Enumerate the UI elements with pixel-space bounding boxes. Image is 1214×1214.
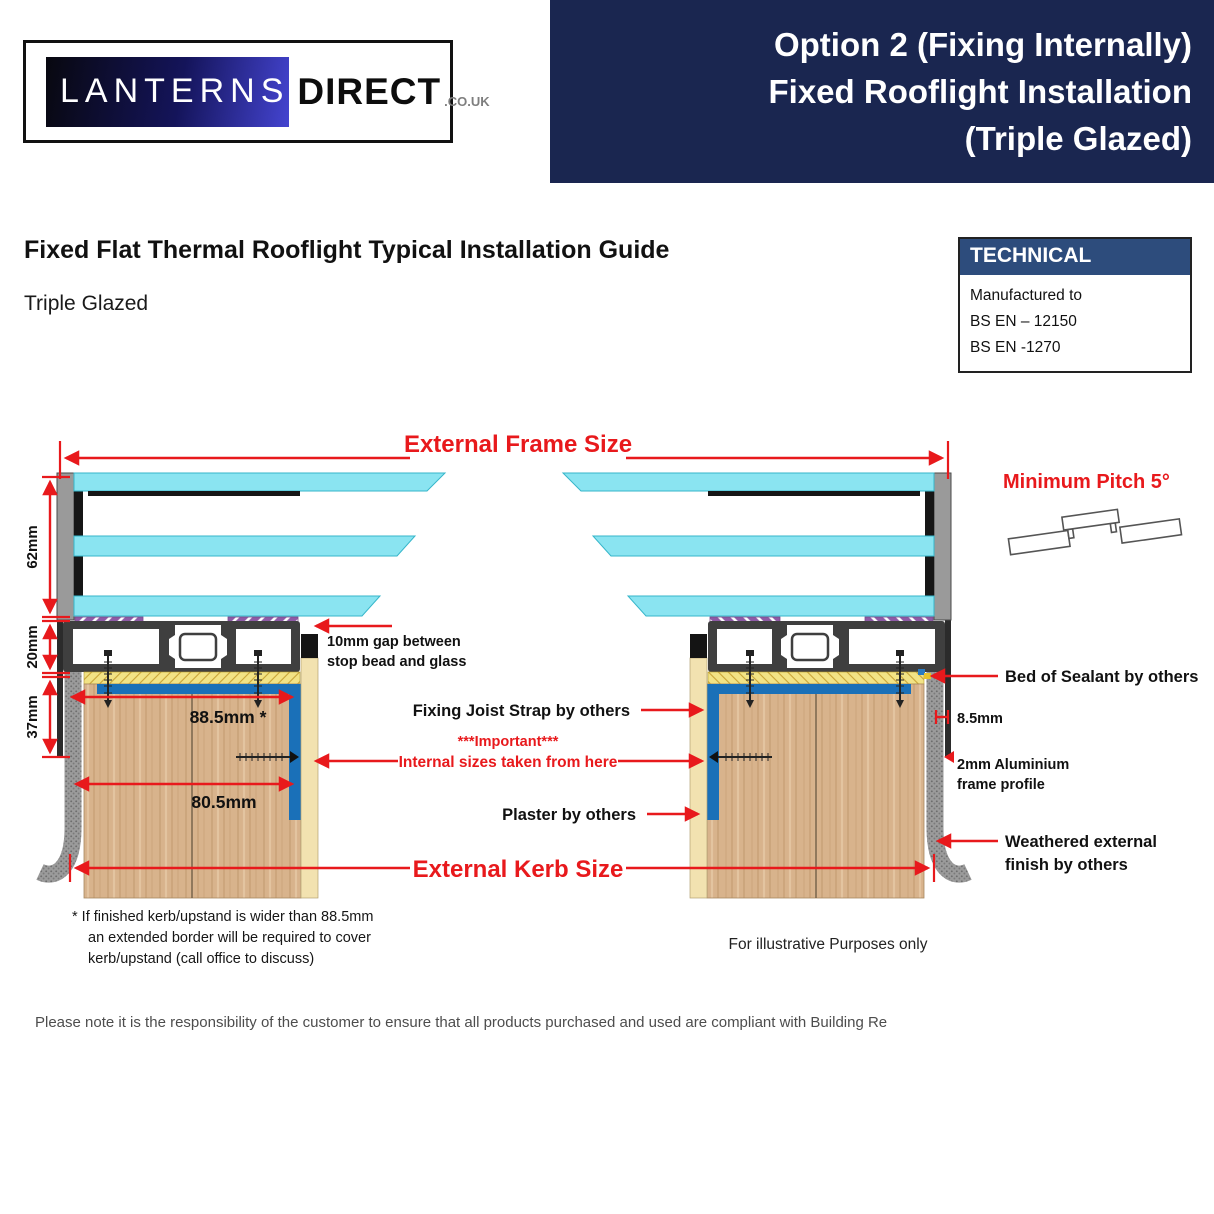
- logo-brand-tld: .CO.UK: [444, 94, 490, 109]
- external-frame-size-dimension: [60, 431, 948, 479]
- dim-37mm-label: 37mm: [24, 695, 41, 739]
- external-kerb-size-label: External Kerb Size: [412, 856, 624, 883]
- fixing-joist-strap-callout: [413, 702, 702, 720]
- weathered-finish-callout: [938, 833, 1157, 874]
- page-subtitle: Triple Glazed: [24, 292, 149, 315]
- logo-brand-secondary: DIRECT: [297, 70, 442, 112]
- gap-note-line-1: 10mm gap between: [327, 634, 461, 650]
- aluminium-profile-line-1: 2mm Aluminium: [957, 757, 1070, 773]
- dim-8-5mm-label: 8.5mm: [957, 711, 1003, 727]
- dimension-37mm: [24, 677, 70, 757]
- technical-box-header: TECHNICAL: [960, 239, 1190, 275]
- banner-line-3: (Triple Glazed): [964, 119, 1192, 157]
- internal-sizes-callout: [316, 734, 702, 771]
- dim-20mm-label: 20mm: [24, 625, 41, 669]
- footnote-line-2: an extended border will be required to cover: [88, 930, 371, 946]
- aluminium-profile-callout: [944, 751, 1069, 793]
- external-frame-size-label: External Frame Size: [403, 431, 633, 458]
- technical-line-3: BS EN -1270: [970, 339, 1061, 357]
- dim-62mm-label: 62mm: [24, 525, 41, 569]
- important-label: ***Important***: [457, 734, 559, 750]
- minimum-pitch-label: Minimum Pitch 5°: [1003, 471, 1170, 493]
- minimum-pitch-icon: [1006, 501, 1181, 559]
- plaster-label: Plaster by others: [502, 806, 636, 824]
- footnote-line-1: * If finished kerb/upstand is wider than 88.5mm: [72, 909, 374, 925]
- illustrative-purposes-label: For illustrative Purposes only: [728, 936, 928, 953]
- plaster-callout: [502, 806, 698, 824]
- kerb-footnote: [72, 909, 373, 967]
- dim-80-5mm-label: 80.5mm: [191, 792, 257, 812]
- internal-sizes-label: Internal sizes taken from here: [398, 754, 618, 771]
- left-cross-section: [40, 473, 445, 898]
- right-cross-section: [563, 473, 968, 898]
- aluminium-profile-line-2: frame profile: [957, 777, 1045, 793]
- fixing-joist-strap-label: Fixing Joist Strap by others: [412, 702, 630, 720]
- bed-of-sealant-callout: [918, 668, 1198, 686]
- footnote-line-3: kerb/upstand (call office to discuss): [88, 951, 315, 967]
- bed-of-sealant-label: Bed of Sealant by others: [1005, 668, 1199, 686]
- banner-line-1: Option 2 (Fixing Internally): [773, 26, 1192, 63]
- minimum-pitch-callout: [1003, 471, 1182, 559]
- page-title: Fixed Flat Thermal Rooflight Typical Installation Guide: [24, 236, 670, 264]
- dim-88-5mm-label: 88.5mm *: [189, 707, 267, 727]
- technical-line-2: BS EN – 12150: [970, 313, 1077, 331]
- technical-line-1: Manufactured to: [970, 287, 1083, 304]
- weathered-finish-line-1: Weathered external: [1005, 833, 1157, 851]
- logo-brand-primary: LANTERNS: [60, 72, 290, 110]
- gap-note-line-2: stop bead and glass: [327, 654, 467, 670]
- banner-line-2: Fixed Rooflight Installation: [768, 72, 1192, 110]
- weathered-finish-line-2: finish by others: [1005, 856, 1128, 874]
- compliance-note: Please note it is the responsibility of the customer to ensure that all products purchased and used are compliant with Building Re: [35, 1014, 888, 1031]
- stop-bead-gap-note: [316, 626, 466, 670]
